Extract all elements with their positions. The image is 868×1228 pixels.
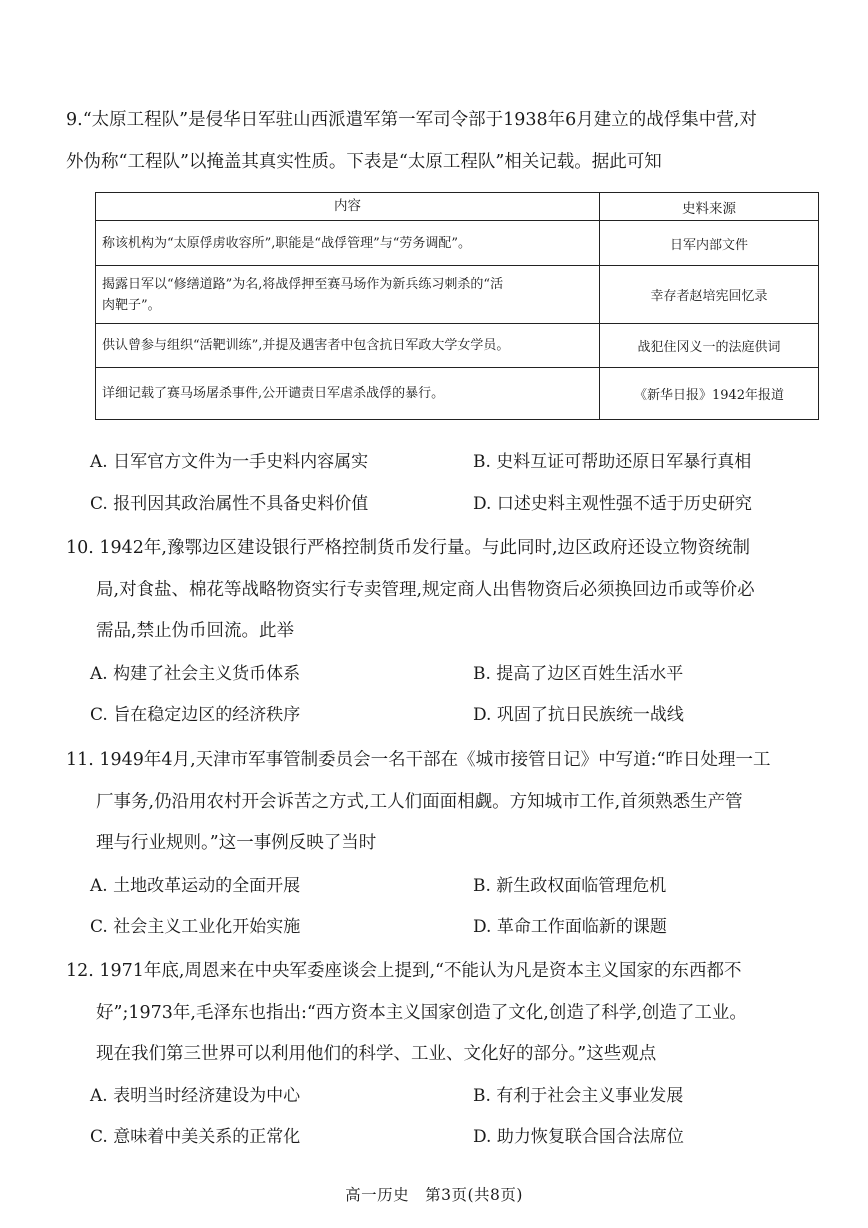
q12-option-d[interactable]: D. 助力恢复联合国合法席位 bbox=[473, 1127, 684, 1147]
q11-stem-line3: 理与行业规则。”这一事例反映了当时 bbox=[96, 833, 377, 853]
table-row bbox=[96, 368, 819, 420]
q12-stem-line3: 现在我们第三世界可以利用他们的科学、工业、文化好的部分。”这些观点 bbox=[96, 1044, 657, 1064]
row-content bbox=[96, 368, 600, 420]
q9-source-table bbox=[95, 192, 819, 420]
q11-stem-line2: 厂事务,仍沿用农村开会诉苦之方式,工人们面面相觑。方知城市工作,首须熟悉生产管 bbox=[96, 792, 743, 812]
q11-option-b[interactable]: B. 新生政权面临管理危机 bbox=[473, 876, 667, 896]
q10-option-c[interactable]: C. 旨在稳定边区的经济秩序 bbox=[90, 705, 301, 725]
q10-option-b[interactable]: B. 提高了边区百姓生活水平 bbox=[473, 664, 684, 684]
q11-option-c[interactable]: C. 社会主义工业化开始实施 bbox=[90, 917, 301, 937]
row-source: 幸存者赵培宪回忆录 bbox=[600, 266, 819, 324]
table-row bbox=[96, 324, 819, 368]
q10-stem-line1: 10. 1942年,豫鄂边区建设银行严格控制货币发行量。与此同时,边区政府还设立物资统制 bbox=[66, 538, 751, 558]
q12-option-a[interactable]: A. 表明当时经济建设为中心 bbox=[90, 1086, 301, 1106]
row-content bbox=[96, 324, 600, 368]
header-source: 史料来源 bbox=[600, 193, 819, 221]
row-source: 日军内部文件 bbox=[600, 221, 819, 266]
q12-stem-line1: 12. 1971年底,周恩来在中央军委座谈会上提到,“不能认为凡是资本主义国家的东西都不 bbox=[66, 961, 742, 981]
q11-option-d[interactable]: D. 革命工作面临新的课题 bbox=[473, 917, 667, 937]
q9-option-c[interactable]: C. 报刊因其政治属性不具备史料价值 bbox=[90, 494, 369, 514]
q9-option-b[interactable]: B. 史料互证可帮助还原日军暴行真相 bbox=[473, 452, 752, 472]
row-source: 《新华日报》1942年报道 bbox=[600, 368, 819, 420]
q9-option-d[interactable]: D. 口述史料主观性强不适于历史研究 bbox=[473, 494, 752, 514]
row-content-text: 肉靶子”。 bbox=[102, 297, 161, 313]
q11-stem-line1: 11. 1949年4月,天津市军事管制委员会一名干部在《城市接管日记》中写道:“昨日处理一工 bbox=[66, 750, 771, 770]
row-source: 战犯住冈义一的法庭供词 bbox=[600, 324, 819, 368]
q10-stem-line3: 需品,禁止伪币回流。此举 bbox=[96, 621, 295, 641]
header-content: 内容 bbox=[96, 193, 600, 221]
row-content bbox=[96, 221, 600, 266]
q9-option-a[interactable]: A. 日军官方文件为一手史料内容属实 bbox=[90, 452, 369, 472]
q9-stem-line2: 外伪称“工程队”以掩盖其真实性质。下表是“太原工程队”相关记载。据此可知 bbox=[66, 152, 662, 172]
row-content-text: 揭露日军以“修缮道路”为名,将战俘押至赛马场作为新兵练习刺杀的“活 bbox=[102, 276, 504, 292]
q12-stem-line2: 好”;1973年,毛泽东也指出:“西方资本主义国家创造了文化,创造了科学,创造了工业。 bbox=[96, 1003, 747, 1023]
page-footer: 高一历史 第3页(共8页) bbox=[345, 1186, 523, 1204]
q12-option-b[interactable]: B. 有利于社会主义事业发展 bbox=[473, 1086, 684, 1106]
q11-option-a[interactable]: A. 土地改革运动的全面开展 bbox=[90, 876, 301, 896]
table-row bbox=[96, 266, 819, 324]
q10-option-a[interactable]: A. 构建了社会主义货币体系 bbox=[90, 664, 301, 684]
q9-stem-line1: 9.“太原工程队”是侵华日军驻山西派遣军第一军司令部于1938年6月建立的战俘集中营,对 bbox=[66, 110, 757, 130]
q12-option-c[interactable]: C. 意味着中美关系的正常化 bbox=[90, 1127, 301, 1147]
row-content-text: 称该机构为“太原俘虏收容所”,职能是“战俘管理”与“劳务调配”。 bbox=[102, 235, 472, 251]
row-content-text: 详细记载了赛马场屠杀事件,公开谴责日军虐杀战俘的暴行。 bbox=[102, 386, 445, 401]
row-content bbox=[96, 266, 600, 324]
q10-stem-line2: 局,对食盐、棉花等战略物资实行专卖管理,规定商人出售物资后必须换回边币或等价必 bbox=[96, 580, 755, 600]
table-header-row bbox=[96, 193, 819, 221]
row-content-text: 供认曾参与组织“活靶训练”,并提及遇害者中包含抗日军政大学女学员。 bbox=[102, 338, 510, 353]
q10-option-d[interactable]: D. 巩固了抗日民族统一战线 bbox=[473, 705, 684, 725]
table-row bbox=[96, 221, 819, 266]
